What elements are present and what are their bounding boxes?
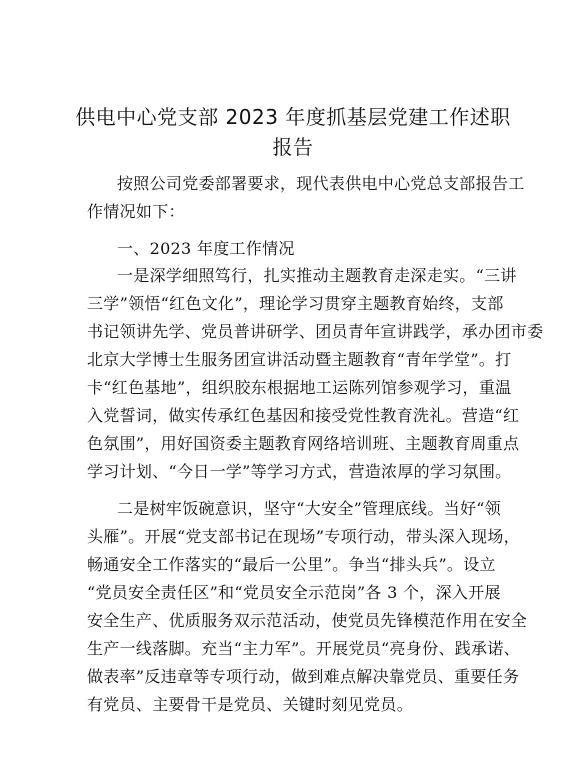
paragraph-2-line-1: 二是树牢饭碗意识，坚守“大安全”管理底线。当好“领	[117, 499, 502, 518]
paragraph-1-line-4: 北京大学博士生服务团宣讲活动暨主题教育“青年学堂”。打	[87, 350, 512, 369]
document-title-line-1: 供电中心党支部 2023 年度抓基层党建工作述职	[75, 105, 511, 129]
paragraph-1-line-8: 学习计划、“今日一学”等学习方式，营造浓厚的学习氛围。	[87, 462, 512, 481]
paragraph-2-line-6: 生产一线落脚。充当“主力军”。开展党员“亮身份、践承诺、	[87, 639, 520, 658]
document-title-line-2: 报告	[272, 135, 314, 159]
paragraph-1-line-2: 三学”领悟“红色文化”，理论学习贯穿主题教育始终，支部	[87, 294, 504, 313]
paragraph-1-line-6: 入党誓词，做实传承红色基因和接受党性教育洗礼。营造“红	[87, 406, 520, 425]
paragraph-2-line-5: 安全生产、优质服务双示范活动，使党员先锋模范作用在安全	[87, 611, 528, 630]
section-heading: 一、2023 年度工作情况	[117, 239, 295, 258]
paragraph-2-line-4: “党员安全责任区”和“党员安全示范岗”各 3 个，深入开展	[87, 583, 501, 602]
paragraph-2-line-7: 做表率”反违章等专项行动，做到难点解决靠党员、重要任务	[87, 667, 520, 686]
paragraph-1-line-1: 一是深学细照笃行，扎实推动主题教育走深走实。“三讲	[117, 266, 517, 285]
paragraph-1-line-3: 书记领讲先学、党员普讲研学、团员青年宣讲践学，承办团市委	[87, 322, 544, 341]
paragraph-2-line-2: 头雁”。开展“党支部书记在现场”专项行动，带头深入现场，	[87, 527, 520, 546]
intro-line-1: 按照公司党委部署要求，现代表供电中心党总支部报告工	[117, 174, 525, 193]
paragraph-1-line-5: 卡“红色基地”，组织胶东根据地工运陈列馆参观学习，重温	[87, 378, 512, 397]
intro-line-2: 作情况如下：	[87, 202, 185, 221]
paragraph-1-line-7: 色氛围”，用好国资委主题教育网络培训班、主题教育周重点	[87, 434, 520, 453]
paragraph-2-line-3: 畅通安全工作落实的“最后一公里”。争当“排头兵”。设立	[87, 555, 496, 574]
paragraph-2-line-8: 有党员、主要骨干是党员、关键时刻见党员。	[87, 695, 414, 714]
